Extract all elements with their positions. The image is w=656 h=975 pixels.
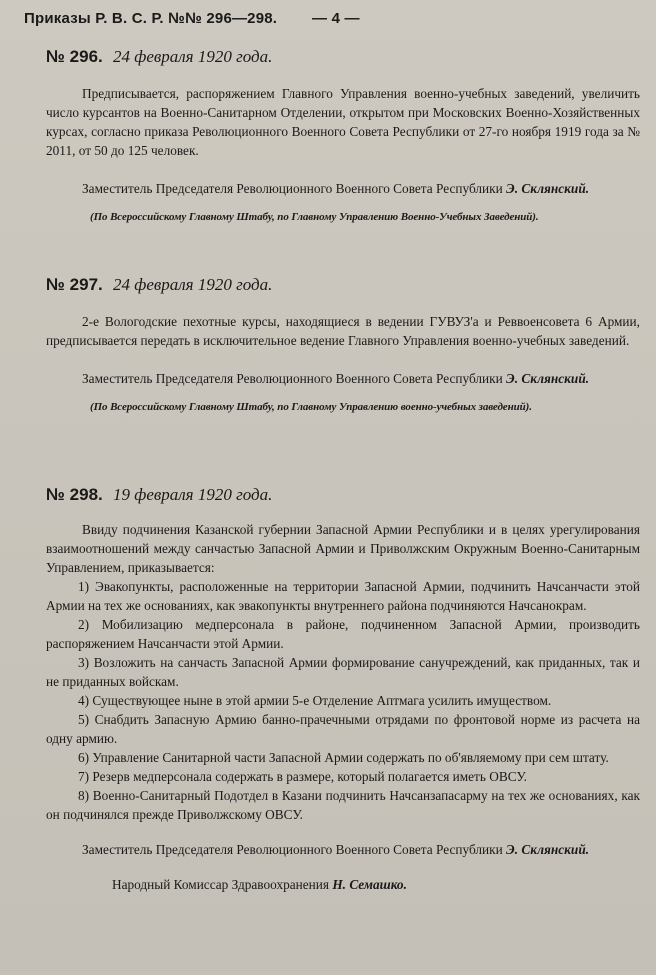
second-signature-name: Н. Семашко. [332, 877, 407, 892]
signature-title: Заместитель Председателя Революционного Военного Совета Республики [82, 842, 503, 857]
running-header [24, 10, 624, 32]
order-date: 19 февраля 1920 года. [113, 485, 273, 504]
order-item: 1) Эвакопункты, расположенные на территории Запасной Армии, подчинить Начсанчасти этой Армии на тех же основаниях, как эвакопункты внутреннего района подчиняются Начсанокрам. [46, 579, 640, 613]
order-preamble: Ввиду подчинения Казанской губернии Запасной Армии Республики и в целях урегулирования взаимоотношений между санчастью Запасной Армии и Приволжским Окружным Военно-Санитарным Управлением, приказывается: [46, 522, 640, 575]
signature-title: Заместитель Председателя Революционного Военного Совета Республики [82, 181, 503, 196]
page-number: — 4 — [312, 10, 360, 27]
order-297 [46, 274, 640, 415]
signature-title: Заместитель Председателя Революционного Военного Совета Республики [82, 371, 503, 386]
order-paragraph: Предписывается, распоряжением Главного Управления военно-учебных заведений, увеличить число курсантов на Военно-Санитарном Отделении, открытом при Московских Военно-Хозяйственных курсах, согласно приказа Революционного Военного Совета Республики от 27-го ноября 1919 года за № 2011, от 50 до 125 человек. [46, 86, 640, 158]
order-item: 2) Мобилизацию медперсонала в районе, подчиненном Запасной Армии, производить распоряжением Начсанчасти этой Армии. [46, 617, 640, 651]
order-item: 4) Существующее ныне в этой армии 5-е Отделение Аптмага усилить имуществом. [78, 693, 552, 708]
order-date: 24 февраля 1920 года. [113, 47, 273, 66]
order-heading [46, 484, 640, 506]
routing-note: (По Всероссийскому Главному Штабу, по Главному Управлению Военно-Учебных Заведений). [90, 211, 539, 223]
order-heading [46, 46, 640, 68]
order-item: 6) Управление Санитарной части Запасной Армии содержать по об'являемому при сем штату. [78, 750, 609, 765]
signature [46, 840, 640, 859]
order-296 [46, 46, 640, 225]
order-item: 7) Резерв медперсонала содержать в размере, который полагается иметь ОВСУ. [78, 769, 527, 784]
second-signature [46, 875, 640, 894]
signature-name: Э. Склянский. [506, 181, 590, 196]
order-item: 8) Военно-Санитарный Подотдел в Казани подчинить Начсанзапасарму на тех же основаниях, как он подчинялся прежде Приволжскому ОВСУ. [46, 788, 640, 822]
order-heading [46, 274, 640, 296]
order-paragraph: 2-е Вологодские пехотные курсы, находящиеся в ведении ГУВУЗ'а и Реввоенсовета 6 Армии, предписывается передать в исключительное ведение Главного Управления военно-учебных заведений. [46, 314, 640, 348]
signature-name: Э. Склянский. [506, 371, 590, 386]
order-number: № 297. [46, 275, 103, 294]
signature [46, 179, 640, 198]
order-298 [46, 484, 640, 894]
signature-name: Э. Склянский. [506, 842, 590, 857]
order-item: 3) Возложить на санчасть Запасной Армии формирование санучреждений, как приданных, так и не приданных войскам. [46, 655, 640, 689]
routing-note: (По Всероссийскому Главному Штабу, по Главному Управлению военно-учебных заведений). [90, 401, 532, 413]
order-date: 24 февраля 1920 года. [113, 275, 273, 294]
order-item: 5) Снабдить Запасную Армию банно-прачечными отрядами по фронтовой норме из расчета на одну армию. [46, 712, 640, 746]
second-signature-title: Народный Комиссар Здравоохранения [112, 877, 330, 892]
order-number: № 296. [46, 47, 103, 66]
signature [46, 369, 640, 388]
journal-title: Приказы Р. В. С. Р. №№ 296—298. [24, 10, 278, 27]
order-number: № 298. [46, 485, 103, 504]
